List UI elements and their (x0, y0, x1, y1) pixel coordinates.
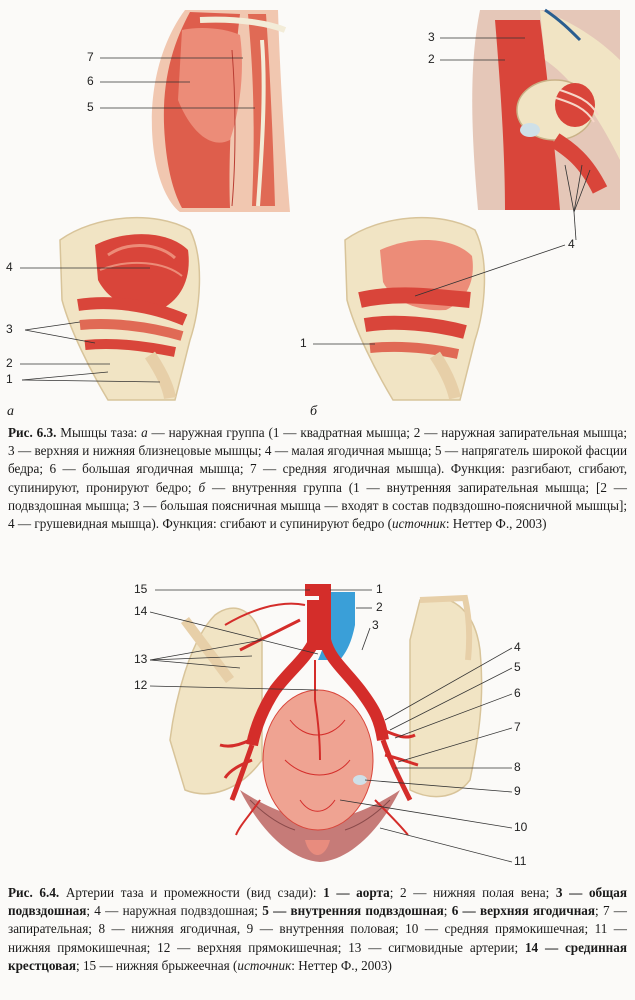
label-4-a: 4 (6, 260, 13, 274)
illustration-pelvic-arteries (170, 590, 482, 862)
caption-a: а (141, 425, 148, 440)
label-13: 13 (134, 652, 148, 666)
label-9: 9 (514, 784, 521, 798)
caption-text: — наружная группа (1 — квадратная мышца; 2 — наружная запирательная мышца; 3 — верхняя и нижняя близнецовые мышцы; 4 — малая ягодичная мышца; 5 — напрягатель широкой фасции бедра; 6 — большая ягодичная мышца; 7 — средняя ягодичная мышца). Функция: разгибают, сгибают, супинируют, пронируют бедро; (8, 425, 628, 495)
label-14: 14 (134, 604, 148, 618)
caption-bold: 14 — срединная крестцовая (8, 939, 627, 973)
caption-fig-6-4 (8, 884, 627, 975)
label-10: 10 (514, 820, 528, 834)
caption-text: : Неттер Ф., 2003) (291, 957, 392, 973)
caption-ref-6-3: Рис. 6.3. (8, 425, 57, 440)
caption-text: ; 4 — наружная подвздошная; (86, 903, 263, 919)
label-1-a: 1 (6, 372, 13, 386)
caption-bold: 1 — аорта (323, 885, 390, 900)
label-3: 3 (372, 618, 379, 632)
label-6: 6 (87, 74, 94, 88)
label-12: 12 (134, 678, 148, 692)
label-15: 15 (134, 582, 148, 596)
caption-b: б (198, 479, 206, 495)
label-3-a: 3 (6, 322, 13, 336)
caption-text: — внутренняя группа (1 — внутренняя запирательная мышца; [2 — подвздошная мышца; 3 — большая поясничная мышца — входят в состав подвздошно-поясничной мышцы]; 4 — грушевидная мышца). Функция: сгибают и супинируют бедро ( (8, 479, 627, 532)
label-8: 8 (514, 760, 521, 774)
label-5: 5 (514, 660, 521, 674)
label-11: 11 (514, 854, 527, 868)
caption-text: Мышцы таза: (56, 425, 142, 440)
label-2: 2 (376, 600, 383, 614)
caption-bold: 5 — внутренняя подвздошная (262, 903, 444, 919)
label-3-top-right: 3 (428, 30, 435, 44)
label-4: 4 (514, 640, 521, 654)
caption-source-word: источник (391, 516, 446, 532)
panel-label-a: а (7, 404, 14, 419)
caption-text: : Неттер Ф., 2003) (445, 516, 547, 532)
label-1: 1 (376, 582, 383, 596)
label-6: 6 (514, 686, 521, 700)
caption-text: ; 15 — нижняя брыжеечная ( (76, 957, 238, 973)
caption-text: Артерии таза и промежности (вид сзади): (59, 885, 324, 900)
label-5: 5 (87, 100, 94, 114)
caption-bold: 6 — верхняя ягодичная (451, 903, 596, 919)
label-7: 7 (514, 720, 521, 734)
label-7: 7 (87, 50, 94, 64)
caption-text: ; (443, 903, 452, 919)
caption-text: ; 7 — запирательная; 8 — нижняя ягодичная, 9 — внутренняя половая; 10 — средняя прямокишечная; 11 — нижняя прямокишечная; 12 — верхняя прямокишечная; 13 — сигмовидные артерии; (8, 903, 627, 955)
label-2-top-right: 2 (428, 52, 435, 66)
label-2-a: 2 (6, 356, 13, 370)
caption-source-word: источник (237, 957, 292, 973)
caption-text: ; 2 — нижняя полая вена; (389, 885, 556, 900)
label-4-b: 4 (568, 237, 575, 251)
caption-bold: 3 — общая подвздошная (8, 885, 627, 919)
caption-ref-6-4: Рис. 6.4. (8, 885, 60, 900)
label-1-b: 1 (300, 336, 307, 350)
panel-label-b: б (310, 404, 318, 419)
